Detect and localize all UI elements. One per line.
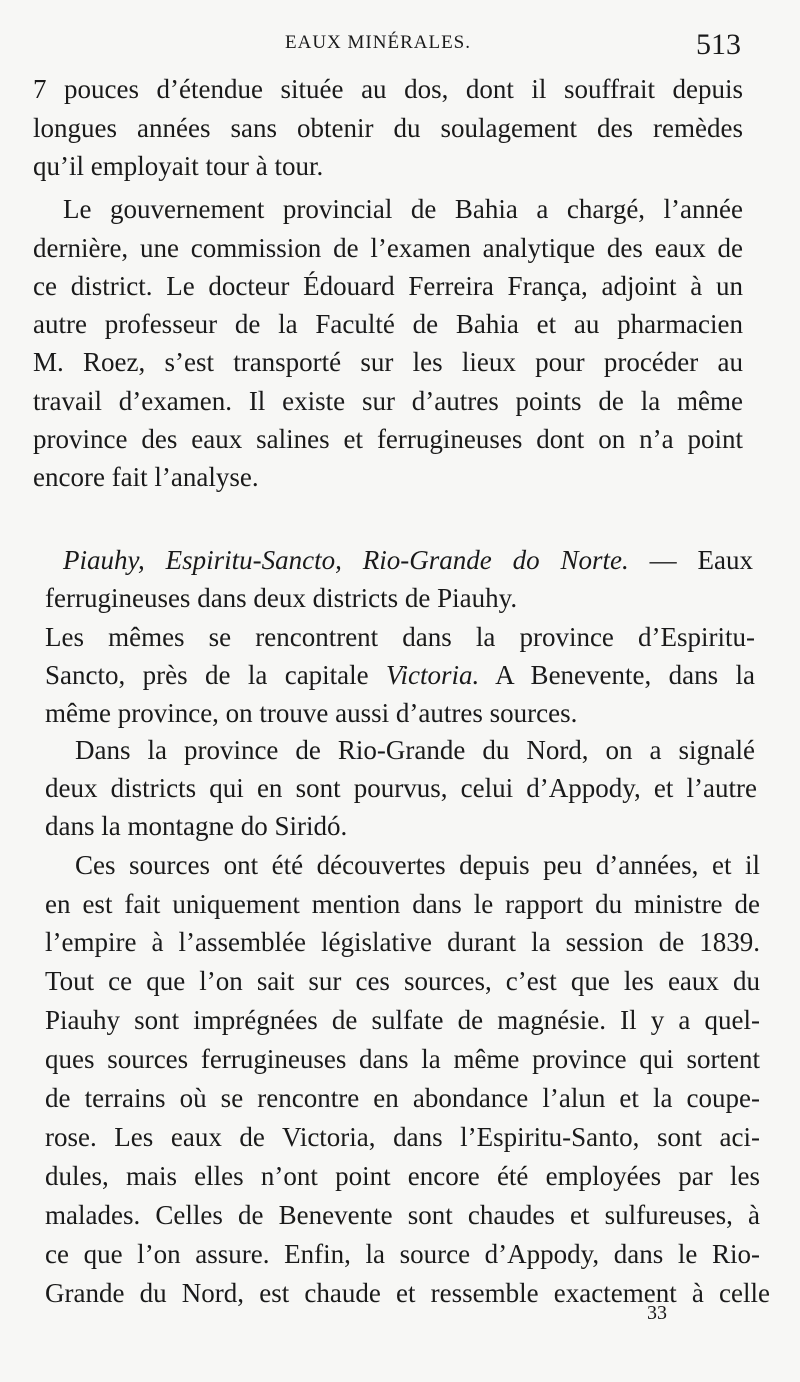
section-heading: Piauhy, Espiritu-Sancto, Rio-Grande do Norte. (63, 545, 629, 575)
page-header (0, 28, 800, 68)
text-line: Piauhy sont imprégnées de sulfate de magnésie. Il y a quel- (45, 1005, 760, 1035)
text-line: de terrains où se rencontre en abondance l’alun et la coupe- (45, 1083, 760, 1113)
text-line: longues années sans obtenir du soulagement des remèdes (33, 113, 743, 143)
signature-mark: 33 (647, 1302, 667, 1324)
text-segment: A Benevente, dans la (495, 660, 755, 690)
text-line: qu’il employait tour à tour. (33, 151, 324, 181)
text-line: travail d’examen. Il existe sur d’autres points de la même (33, 386, 743, 416)
text-line: Grande du Nord, est chaude et ressemble exactement à celle (45, 1278, 770, 1308)
text-line: autre professeur de la Faculté de Bahia et au pharmacien (33, 309, 743, 339)
text-line: deux districts qui en sont pourvus, celui d’Appody, et l’autre (45, 773, 757, 803)
section-heading-rest: — Eaux (649, 545, 754, 575)
text-line: province des eaux salines et ferrugineuses dont on n’a point (33, 424, 743, 454)
text-line: même province, on trouve aussi d’autres sources. (45, 698, 578, 728)
text-segment: Sancto, près de la capitale (45, 660, 369, 690)
text-line: dans la montagne do Siridó. (45, 811, 348, 841)
text-line: rose. Les eaux de Victoria, dans l’Espiritu-Santo, sont aci- (45, 1122, 760, 1152)
text-line: en est fait uniquement mention dans le rapport du ministre de (45, 889, 760, 919)
section-heading-line (63, 541, 753, 579)
text-line: Les mêmes se rencontrent dans la province d’Espiritu- (45, 622, 755, 652)
text-line: encore fait l’analyse. (33, 462, 259, 492)
running-head: EAUX MINÉRALES. (285, 32, 471, 53)
text-line: l’empire à l’assemblée législative durant la session de 1839. (45, 927, 760, 957)
text-line: Ces sources ont été découvertes depuis peu d’années, et il (75, 850, 760, 880)
text-line: dernière, une commission de l’examen analytique des eaux de (33, 233, 743, 263)
page-number: 513 (696, 28, 741, 61)
text-line: M. Roez, s’est transporté sur les lieux pour procéder au (33, 347, 743, 377)
text-line: malades. Celles de Benevente sont chaudes et sulfureuses, à (45, 1200, 760, 1230)
place-name: Victoria. (386, 660, 480, 690)
text-line: Dans la province de Rio-Grande du Nord, on a signalé (75, 735, 755, 765)
text-line: dules, mais elles n’ont point encore été employées par les (45, 1161, 760, 1191)
text-line: ques sources ferrugineuses dans la même province qui sortent (45, 1044, 760, 1074)
text-line: ce que l’on assure. Enfin, la source d’Appody, dans le Rio- (45, 1239, 760, 1269)
text-line: 7 pouces d’étendue située au dos, dont il souffrait depuis (33, 74, 743, 104)
text-line: ferrugineuses dans deux districts de Piauhy. (45, 583, 518, 613)
text-line: Le gouvernement provincial de Bahia a chargé, l’année (63, 194, 743, 224)
text-line-mixed (45, 656, 755, 694)
text-line: Tout ce que l’on sait sur ces sources, c’est que les eaux du (45, 966, 760, 996)
text-line: ce district. Le docteur Édouard Ferreira França, adjoint à un (33, 271, 743, 301)
